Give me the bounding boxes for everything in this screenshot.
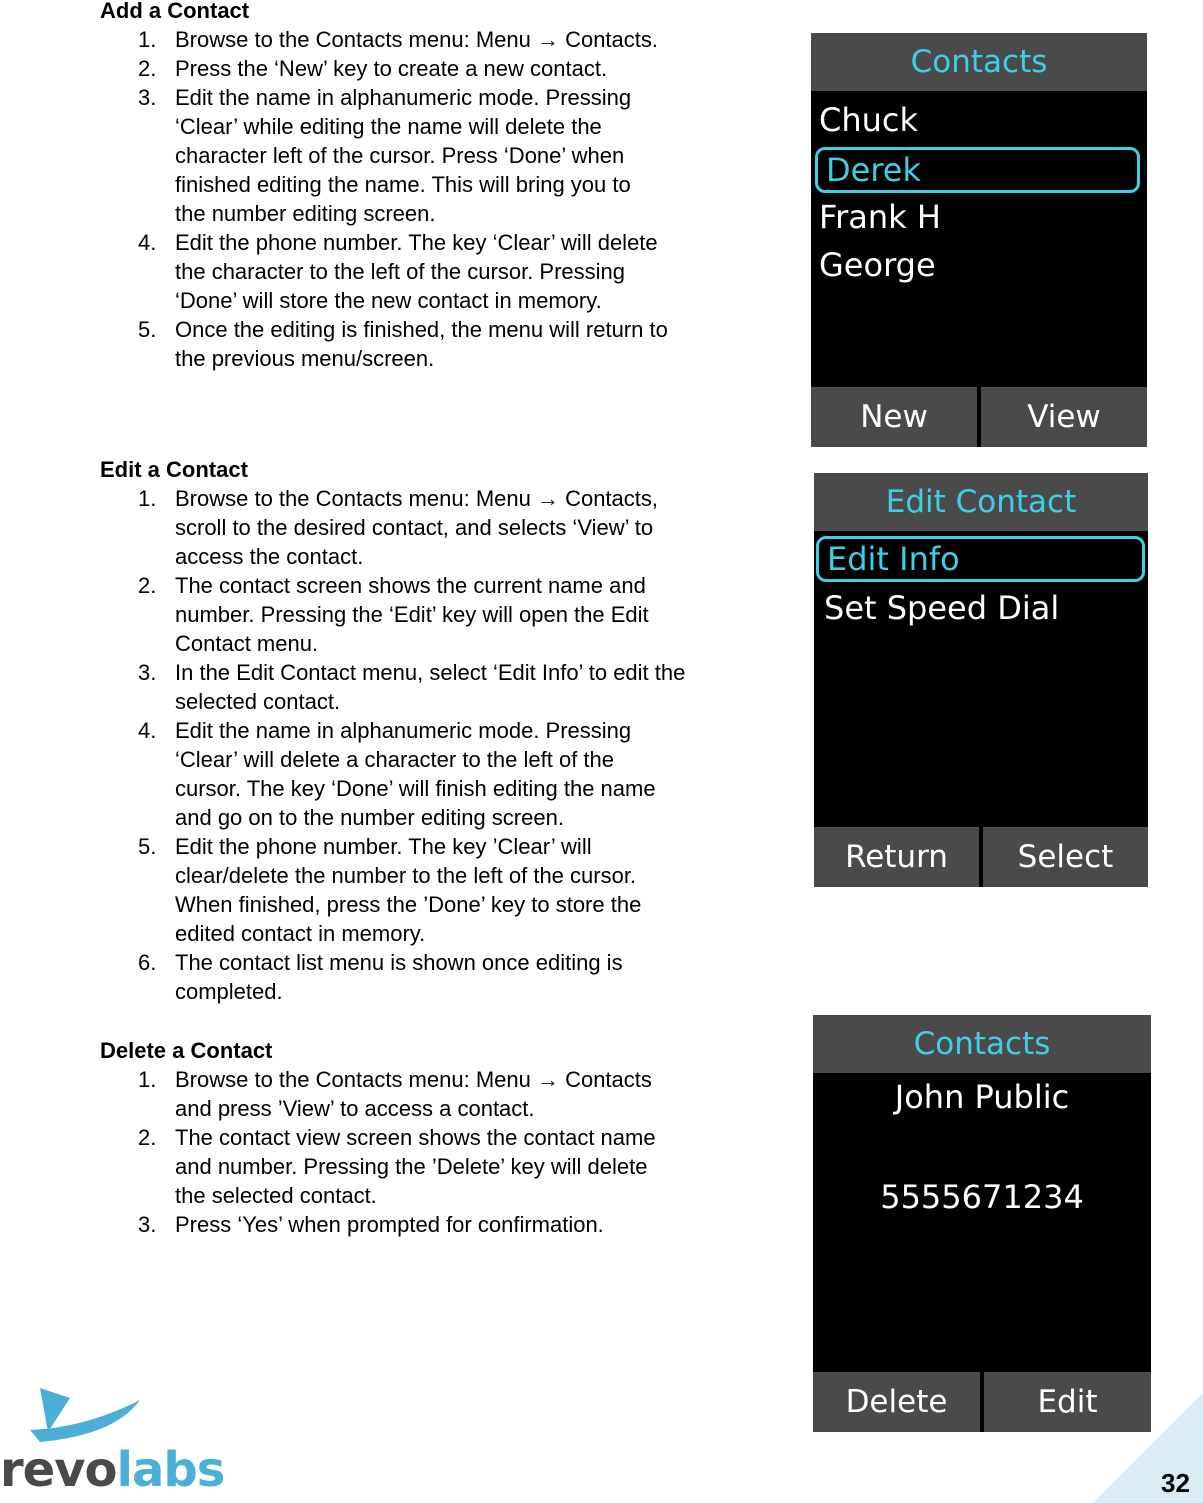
- step-text-line: finished editing the name. This will bring you to: [175, 172, 631, 197]
- page-number: 32: [1148, 1463, 1203, 1503]
- select-softkey[interactable]: Select: [983, 827, 1148, 887]
- delete-softkey[interactable]: Delete: [813, 1372, 980, 1432]
- contact-list-item[interactable]: George: [819, 246, 936, 284]
- step-text-line: The contact list menu is shown once editing is: [175, 950, 623, 975]
- contact-list-item[interactable]: Frank H: [819, 198, 941, 236]
- step-item: [100, 658, 780, 716]
- step-text-line: Edit the name in alphanumeric mode. Pressing: [175, 85, 632, 110]
- step-number: 3.: [138, 85, 157, 110]
- step-text-line: and press ’View’ to access a contact.: [175, 1096, 535, 1121]
- step-text-line: Browse to the Contacts menu: Menu → Contacts,: [175, 486, 659, 511]
- step-item: [100, 25, 780, 54]
- view-softkey[interactable]: View: [981, 387, 1147, 447]
- softkey-bar: [814, 827, 1148, 887]
- step-text-line: Press the ‘New’ key to create a new contact.: [175, 56, 608, 81]
- step-text-line: the number editing screen.: [175, 201, 436, 226]
- step-text-line: In the Edit Contact menu, select ‘Edit Info’ to edit the: [175, 660, 686, 685]
- edit-contact-steps: [100, 484, 780, 1006]
- step-number: 6.: [138, 950, 157, 975]
- step-text-line: ‘Clear’ while editing the name will delete the: [175, 114, 602, 139]
- step-item: [100, 315, 780, 373]
- step-number: 3.: [138, 660, 157, 685]
- step-text-line: character left of the cursor. Press ‘Done’ when: [175, 143, 625, 168]
- set-speed-dial-item[interactable]: Set Speed Dial: [824, 589, 1060, 627]
- step-item: [100, 1065, 780, 1123]
- step-number: 1.: [138, 486, 157, 511]
- edit-info-item[interactable]: Edit Info: [816, 536, 1145, 582]
- step-text-line: access the contact.: [175, 544, 364, 569]
- step-text-line: The contact view screen shows the contact name: [175, 1125, 656, 1150]
- contact-list-item[interactable]: Chuck: [819, 101, 919, 139]
- step-text-line: ‘Clear’ will delete a character to the left of the: [175, 747, 615, 772]
- step-number: 2.: [138, 1125, 157, 1150]
- add-contact-heading: Add a Contact: [100, 0, 250, 23]
- add-contact-section: [100, 0, 780, 373]
- step-text-line: completed.: [175, 979, 283, 1004]
- delete-contact-steps: [100, 1065, 780, 1239]
- contacts-list-screen: [811, 33, 1147, 447]
- step-text-line: selected contact.: [175, 689, 341, 714]
- step-text-line: the previous menu/screen.: [175, 346, 435, 371]
- step-number: 3.: [138, 1212, 157, 1237]
- delete-contact-section: [100, 1037, 780, 1239]
- step-text-line: Edit the name in alphanumeric mode. Pressing: [175, 718, 632, 743]
- step-text-line: clear/delete the number to the left of the cursor.: [175, 863, 637, 888]
- step-item: [100, 228, 780, 315]
- step-text-line: and go on to the number editing screen.: [175, 805, 564, 830]
- step-number: 5.: [138, 834, 157, 859]
- contact-name: John Public: [894, 1078, 1070, 1116]
- screen-title: Edit Contact: [814, 473, 1148, 531]
- step-item: [100, 54, 780, 83]
- step-number: 1.: [138, 27, 157, 52]
- step-item: [100, 83, 780, 228]
- step-number: 1.: [138, 1067, 157, 1092]
- edit-contact-screen: [814, 473, 1148, 887]
- contact-list-item-selected[interactable]: Derek: [815, 147, 1140, 193]
- revolabs-logo-text: [0, 1440, 224, 1500]
- step-number: 4.: [138, 230, 157, 255]
- step-text-line: Edit the phone number. The key ’Clear’ will: [175, 834, 592, 859]
- delete-contact-heading: Delete a Contact: [100, 1038, 273, 1063]
- step-text-line: cursor. The key ‘Done’ will finish editing the name: [175, 776, 656, 801]
- edit-contact-section: [100, 456, 780, 1006]
- step-number: 4.: [138, 718, 157, 743]
- step-text-line: number. Pressing the ‘Edit’ key will open the Edit: [175, 602, 649, 627]
- step-text-line: Contact menu.: [175, 631, 319, 656]
- softkey-bar: [811, 387, 1147, 447]
- step-text-line: edited contact in memory.: [175, 921, 426, 946]
- step-number: 2.: [138, 56, 157, 81]
- step-text-line: the character to the left of the cursor. Pressing: [175, 259, 626, 284]
- step-text-line: the selected contact.: [175, 1183, 377, 1208]
- logo-text-revo: revo: [0, 1442, 117, 1498]
- step-number: 5.: [138, 317, 157, 342]
- screen-title: Contacts: [811, 33, 1147, 91]
- screen-title: Contacts: [813, 1015, 1151, 1073]
- step-text-line: and number. Pressing the ’Delete’ key will delete: [175, 1154, 648, 1179]
- step-item: [100, 716, 780, 832]
- step-text-line: The contact screen shows the current name and: [175, 573, 646, 598]
- step-text-line: Browse to the Contacts menu: Menu → Contacts.: [175, 27, 659, 52]
- step-text-line: When finished, press the ’Done’ key to store the: [175, 892, 642, 917]
- return-softkey[interactable]: Return: [814, 827, 979, 887]
- step-item: [100, 948, 780, 1006]
- step-number: 2.: [138, 573, 157, 598]
- contact-number: 5555671234: [880, 1178, 1084, 1216]
- step-text-line: Edit the phone number. The key ‘Clear’ will delete: [175, 230, 658, 255]
- step-item: [100, 484, 780, 571]
- edit-softkey[interactable]: Edit: [984, 1372, 1151, 1432]
- step-item: [100, 1123, 780, 1210]
- add-contact-steps: [100, 25, 780, 373]
- step-text-line: Press ‘Yes’ when prompted for confirmation.: [175, 1212, 604, 1237]
- contact-view-screen: [813, 1015, 1151, 1432]
- step-item: [100, 571, 780, 658]
- edit-contact-heading: Edit a Contact: [100, 457, 248, 482]
- step-item: [100, 832, 780, 948]
- step-text-line: scroll to the desired contact, and selects ‘View’ to: [175, 515, 654, 540]
- new-softkey[interactable]: New: [811, 387, 977, 447]
- logo-text-labs: labs: [116, 1442, 225, 1498]
- step-text-line: ‘Done’ will store the new contact in memory.: [175, 288, 602, 313]
- step-text-line: Browse to the Contacts menu: Menu → Contacts: [175, 1067, 652, 1092]
- step-item: [100, 1210, 780, 1239]
- step-text-line: Once the editing is finished, the menu will return to: [175, 317, 668, 342]
